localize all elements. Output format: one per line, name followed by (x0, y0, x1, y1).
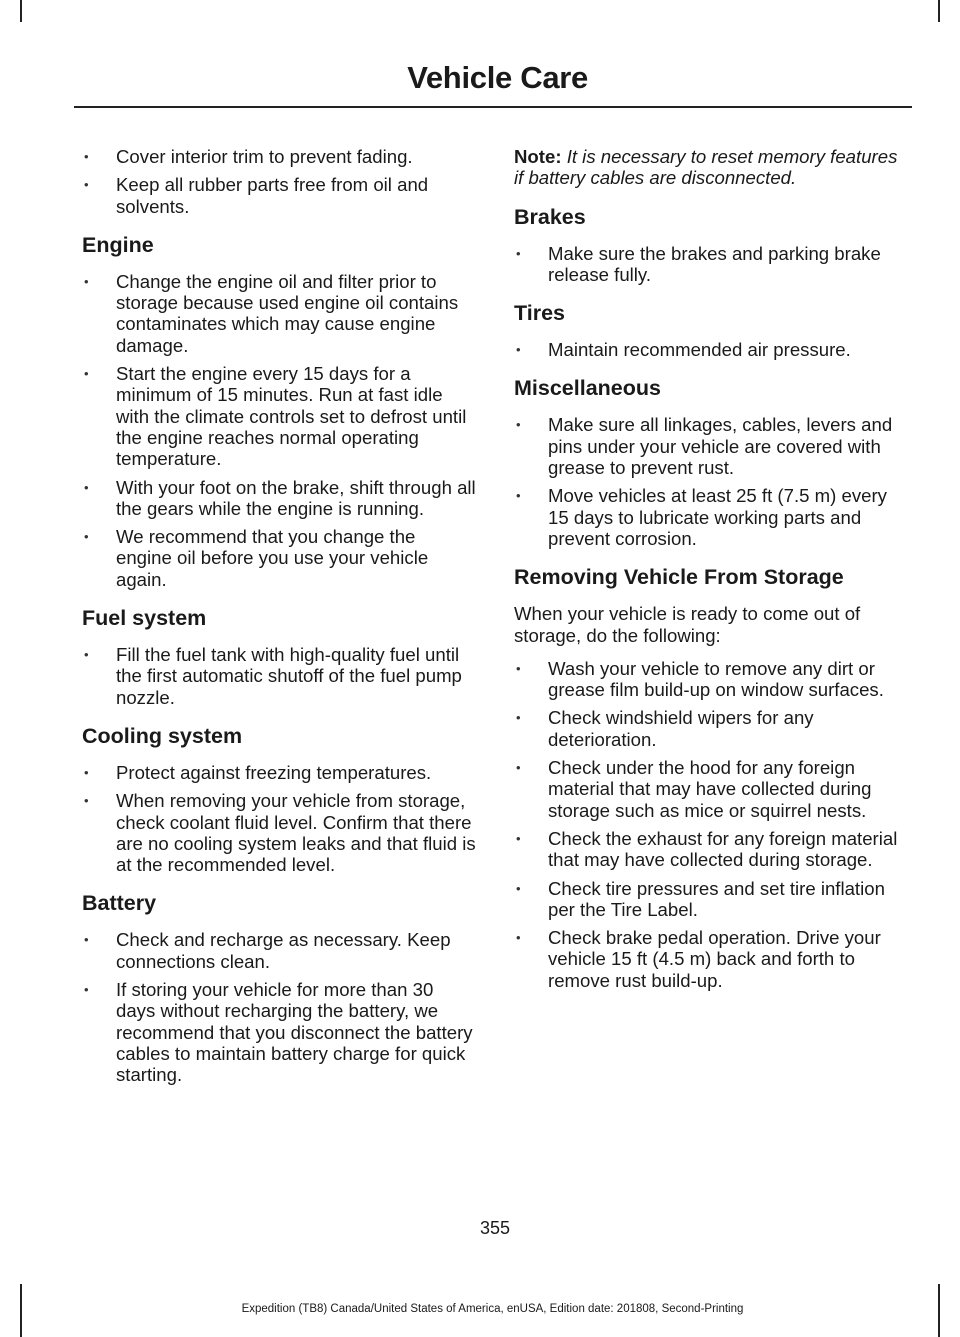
list-item: • Keep all rubber parts free from oil and solvents. (82, 174, 476, 217)
list-item: • Protect against freezing temperatures. (82, 762, 476, 783)
section-heading-tires: Tires (514, 301, 565, 326)
section-heading-fuel-system: Fuel system (82, 606, 207, 631)
footer-edition-info: Expedition (TB8) Canada/United States of America, enUSA, Edition date: 201808, Second-Printing (241, 1303, 744, 1315)
fuel-system-bullet-list (82, 644, 476, 708)
list-item: • If storing your vehicle for more than 30 days without recharging the battery, we recommend that you disconnect the battery cables to maintain battery charge for quick starting. (82, 979, 476, 1085)
list-item: • Check windshield wipers for any deterioration. (514, 707, 910, 750)
list-item: • Make sure the brakes and parking brake release fully. (514, 243, 910, 286)
left-column (82, 146, 476, 1093)
miscellaneous-bullet-list (514, 414, 910, 549)
removing-storage-bullet-list (514, 658, 910, 991)
list-item: • Cover interior trim to prevent fading. (82, 146, 476, 167)
list-item: • When removing your vehicle from storage, check coolant fluid level. Confirm that there are no cooling system leaks and that fluid is at the recommended level. (82, 790, 476, 875)
list-item: • With your foot on the brake, shift through all the gears while the engine is running. (82, 477, 476, 520)
intro-bullet-list (82, 146, 476, 217)
list-item: • Fill the fuel tank with high-quality fuel until the first automatic shutoff of the fuel pump nozzle. (82, 644, 476, 708)
section-heading-brakes: Brakes (514, 204, 586, 229)
page-number: 355 (479, 1218, 511, 1238)
tires-bullet-list (514, 339, 910, 360)
cooling-system-bullet-list (82, 762, 476, 875)
right-column (514, 146, 910, 998)
crop-mark-top-right (938, 0, 940, 22)
section-heading-battery: Battery (82, 891, 157, 916)
list-item: • We recommend that you change the engine oil before you use your vehicle again. (82, 526, 476, 590)
section-heading-removing-vehicle-from-storage: Removing Vehicle From Storage (514, 565, 844, 590)
brakes-bullet-list (514, 243, 910, 286)
note-paragraph (514, 146, 910, 189)
list-item: • Check tire pressures and set tire inflation per the Tire Label. (514, 878, 910, 921)
crop-mark-top-left (20, 0, 22, 22)
section-heading-cooling-system: Cooling system (82, 723, 243, 748)
list-item: • Make sure all linkages, cables, levers and pins under your vehicle are covered with grease to prevent rust. (514, 414, 910, 478)
removing-storage-intro: When your vehicle is ready to come out of storage, do the following: (514, 603, 861, 646)
list-item: • Check and recharge as necessary. Keep connections clean. (82, 929, 476, 972)
section-heading-miscellaneous: Miscellaneous (514, 376, 661, 401)
page-title: Vehicle Care (407, 60, 588, 95)
list-item: • Check under the hood for any foreign material that may have collected during storage such as mice or squirrel nests. (514, 757, 910, 821)
section-heading-engine: Engine (82, 232, 154, 257)
list-item: • Move vehicles at least 25 ft (7.5 m) every 15 days to lubricate working parts and prevent corrosion. (514, 485, 910, 549)
note-label: Note: (514, 146, 562, 167)
header-rule (74, 106, 912, 108)
list-item: • Start the engine every 15 days for a minimum of 15 minutes. Run at fast idle with the climate controls set to defrost until the engine reaches normal operating temperature. (82, 363, 476, 469)
list-item: • Wash your vehicle to remove any dirt or grease film build-up on window surfaces. (514, 658, 910, 701)
list-item: • Check brake pedal operation. Drive your vehicle 15 ft (4.5 m) back and forth to remove rust build-up. (514, 927, 910, 991)
list-item: • Maintain recommended air pressure. (514, 339, 910, 360)
battery-bullet-list (82, 929, 476, 1085)
engine-bullet-list (82, 271, 476, 590)
note-text: It is necessary to reset memory features if battery cables are disconnected. (514, 146, 898, 189)
list-item: • Change the engine oil and filter prior to storage because used engine oil contains contaminates which may cause engine damage. (82, 271, 476, 356)
list-item: • Check the exhaust for any foreign material that may have collected during storage. (514, 828, 910, 871)
